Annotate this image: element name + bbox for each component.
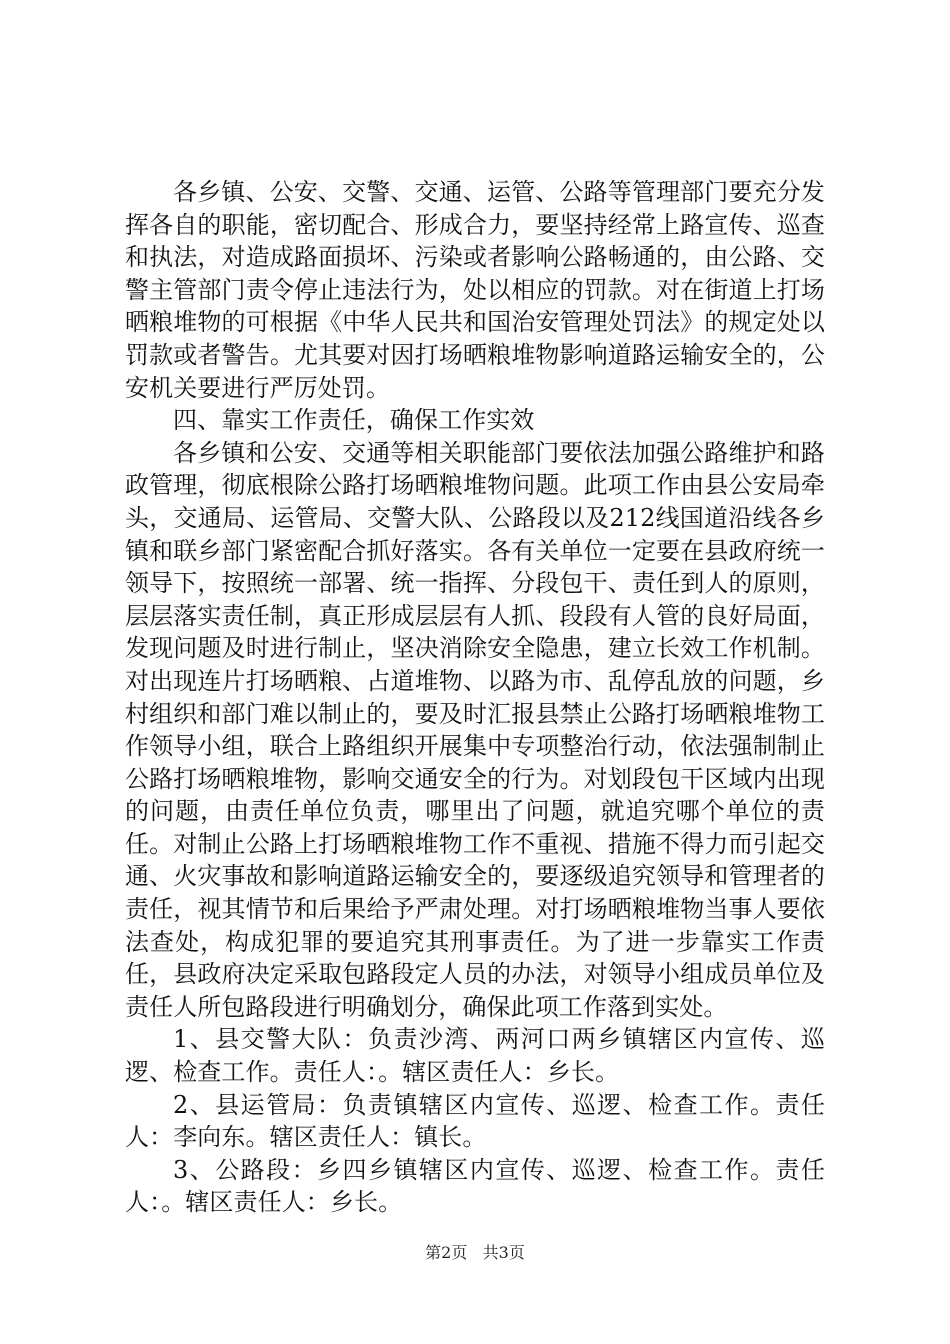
list-item-highway-section: 3、公路段：乡四乡镇辖区内宣传、巡逻、检查工作。责任人：。辖区责任人：乡长。 — [125, 1155, 825, 1217]
page-number: 第2页 — [425, 1243, 468, 1262]
list-item-traffic-police: 1、县交警大队：负责沙湾、两河口两乡镇辖区内宣传、巡逻、检查工作。责任人：。辖区责任人：乡长。 — [125, 1025, 825, 1087]
paragraph-responsibility: 各乡镇和公安、交通等相关职能部门要依法加强公路维护和路政管理，彻底根除公路打场晒粮堆物问题。此项工作由县公安局牵头，交通局、运管局、交警大队、公路段以及212线国道沿线各乡镇和联乡部门紧密配合抓好落实。各有关单位一定要在县政府统一领导下，按照统一部署、统一指挥、分段包干、责任到人的原则，层层落实责任制，真正形成层层有人抓、段段有人管的良好局面，发现问题及时进行制止，坚决消除安全隐患，建立长效工作机制。对出现连片打场晒粮、占道堆物、以路为市、乱停乱放的问题，乡村组织和部门难以制止的，要及时汇报县禁止公路打场晒粮堆物工作领导小组，联合上路组织开展集中专项整治行动，依法强制制止公路打场晒粮堆物，影响交通安全的行为。对划段包干区域内出现的问题，由责任单位负责，哪里出了问题，就追究哪个单位的责任。对制止公路上打场晒粮堆物工作不重视、措施不得力而引起交通、火灾事故和影响道路运输安全的，要逐级追究领导和管理者的责任，视其情节和后果给予严肃处理。对打场晒粮堆物当事人要依法查处，构成犯罪的要追究其刑事责任。为了进一步靠实工作责任，县政府决定采取包路段定人员的办法，对领导小组成员单位及责任人所包路段进行明确划分，确保此项工作落到实处。 — [125, 438, 825, 1021]
paragraph-enforcement: 各乡镇、公安、交警、交通、运管、公路等管理部门要充分发挥各自的职能，密切配合、形成合力，要坚持经常上路宣传、巡查和执法，对造成路面损坏、污染或者影响公路畅通的，由公路、交警主管部门责令停止违法行为，处以相应的罚款。对在街道上打场晒粮堆物的可根据《中华人民共和国治安管理处罚法》的规定处以罚款或者警告。尤其要对因打场晒粮堆物影响道路运输安全的，公安机关要进行严厉处罚。 — [125, 178, 825, 402]
document-body — [125, 176, 825, 1219]
section-heading-four: 四、靠实工作责任，确保工作实效 — [173, 406, 535, 435]
list-item-transport-bureau: 2、县运管局：负责镇辖区内宣传、巡逻、检查工作。责任人：李向东。辖区责任人：镇长。 — [125, 1090, 825, 1152]
page-footer — [0, 1243, 950, 1263]
page-total: 共3页 — [482, 1243, 525, 1262]
